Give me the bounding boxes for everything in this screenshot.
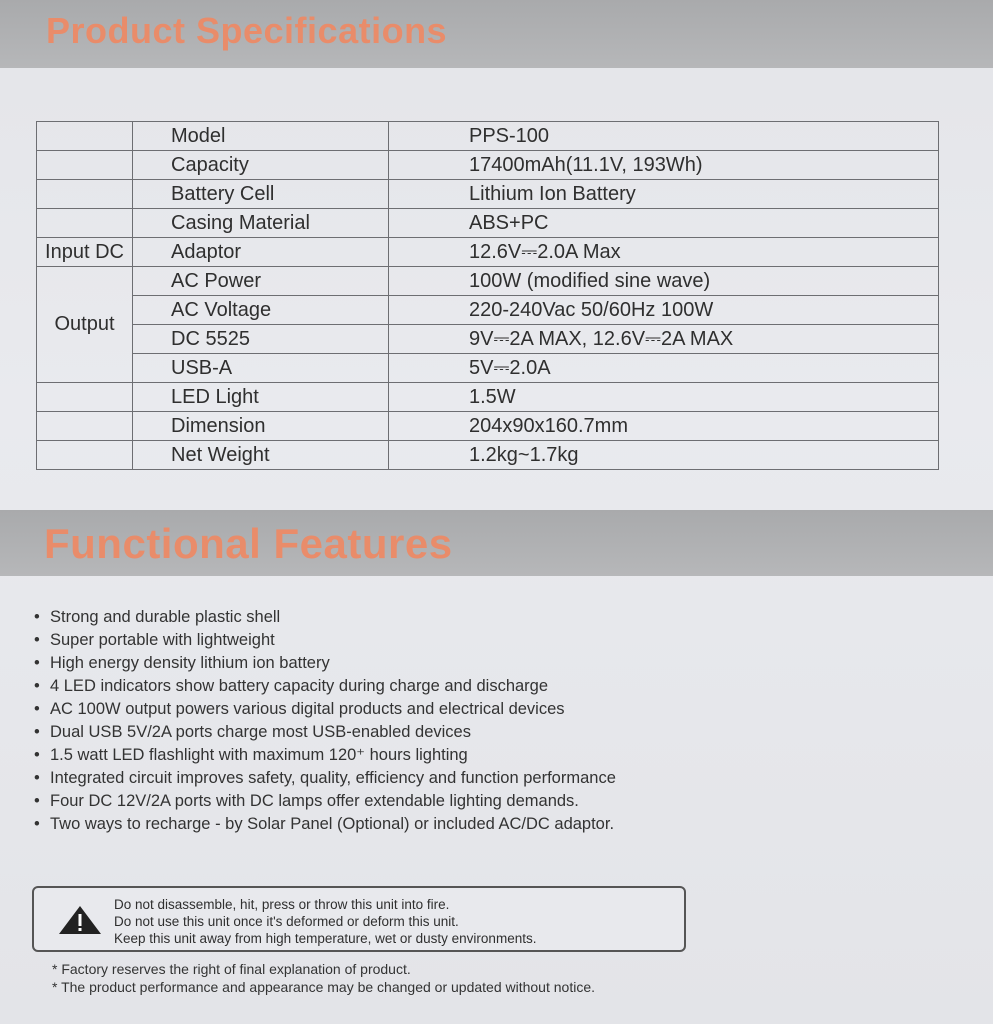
bullet-icon: • (34, 815, 40, 833)
footnote: * The product performance and appearance may be changed or updated without notice. (52, 979, 595, 995)
list-item: • AC 100W output powers various digital products and electrical devices (34, 698, 754, 721)
feature-list (34, 606, 754, 836)
table-row (37, 180, 939, 209)
bullet-icon: • (34, 792, 40, 810)
table-row (37, 383, 939, 412)
list-item: • 4 LED indicators show battery capacity during charge and discharge (34, 675, 754, 698)
spec-value: 1.5W (389, 383, 939, 412)
spec-label: AC Voltage (133, 296, 389, 325)
spec-value: Lithium Ion Battery (389, 180, 939, 209)
group-input-dc: Input DC (37, 238, 133, 267)
footnotes (52, 960, 595, 996)
list-item: • Dual USB 5V/2A ports charge most USB-enabled devices (34, 721, 754, 744)
spec-value: PPS-100 (389, 122, 939, 151)
spec-label: USB-A (133, 354, 389, 383)
list-item: • 1.5 watt LED flashlight with maximum 120⁺ hours lighting (34, 744, 754, 767)
spec-label: Model (133, 122, 389, 151)
warning-triangle-icon (58, 905, 102, 935)
bullet-icon: • (34, 654, 40, 672)
table-row (37, 325, 939, 354)
list-item: • Super portable with lightweight (34, 629, 754, 652)
bullet-icon: • (34, 769, 40, 787)
table-row (37, 354, 939, 383)
warning-line: Keep this unit away from high temperature, wet or dusty environments. (114, 931, 537, 946)
spec-value: 100W (modified sine wave) (389, 267, 939, 296)
bullet-icon: • (34, 746, 40, 764)
spec-label: Casing Material (133, 209, 389, 238)
spec-value: 220-240Vac 50/60Hz 100W (389, 296, 939, 325)
table-row (37, 122, 939, 151)
table-row (37, 267, 939, 296)
bullet-icon: • (34, 723, 40, 741)
spec-table (36, 121, 939, 470)
spec-label: AC Power (133, 267, 389, 296)
spec-value: 17400mAh(11.1V, 193Wh) (389, 151, 939, 180)
spec-label: Adaptor (133, 238, 389, 267)
bullet-icon: • (34, 700, 40, 718)
spec-value: 5V⎓2.0A (389, 354, 939, 383)
spec-value: 12.6V⎓2.0A Max (389, 238, 939, 267)
table-row (37, 209, 939, 238)
spec-label: Capacity (133, 151, 389, 180)
footnote: * Factory reserves the right of final explanation of product. (52, 961, 411, 977)
warning-line: Do not disassemble, hit, press or throw this unit into fire. (114, 897, 450, 912)
list-item: • High energy density lithium ion battery (34, 652, 754, 675)
bullet-icon: • (34, 631, 40, 649)
group-output: Output (37, 267, 133, 383)
spec-label: Net Weight (133, 441, 389, 470)
warning-line: Do not use this unit once it's deformed or deform this unit. (114, 914, 459, 929)
list-item: • Four DC 12V/2A ports with DC lamps offer extendable lighting demands. (34, 790, 754, 813)
warning-text (114, 896, 536, 947)
spec-label: Dimension (133, 412, 389, 441)
table-row (37, 151, 939, 180)
bullet-icon: • (34, 677, 40, 695)
list-item: • Strong and durable plastic shell (34, 606, 754, 629)
warning-box (32, 886, 686, 952)
spec-value: 1.2kg~1.7kg (389, 441, 939, 470)
spec-label: Battery Cell (133, 180, 389, 209)
features-section-title: Functional Features (44, 520, 453, 567)
bullet-icon: • (34, 608, 40, 626)
spec-value: 204x90x160.7mm (389, 412, 939, 441)
spec-value: 9V⎓2A MAX, 12.6V⎓2A MAX (389, 325, 939, 354)
table-row (37, 296, 939, 325)
table-row (37, 412, 939, 441)
spec-label: DC 5525 (133, 325, 389, 354)
list-item: • Two ways to recharge - by Solar Panel (Optional) or included AC/DC adaptor. (34, 813, 754, 836)
table-row (37, 441, 939, 470)
list-item: • Integrated circuit improves safety, quality, efficiency and function performance (34, 767, 754, 790)
spec-value: ABS+PC (389, 209, 939, 238)
table-row (37, 238, 939, 267)
spec-section-title: Product Specifications (46, 10, 448, 51)
spec-label: LED Light (133, 383, 389, 412)
